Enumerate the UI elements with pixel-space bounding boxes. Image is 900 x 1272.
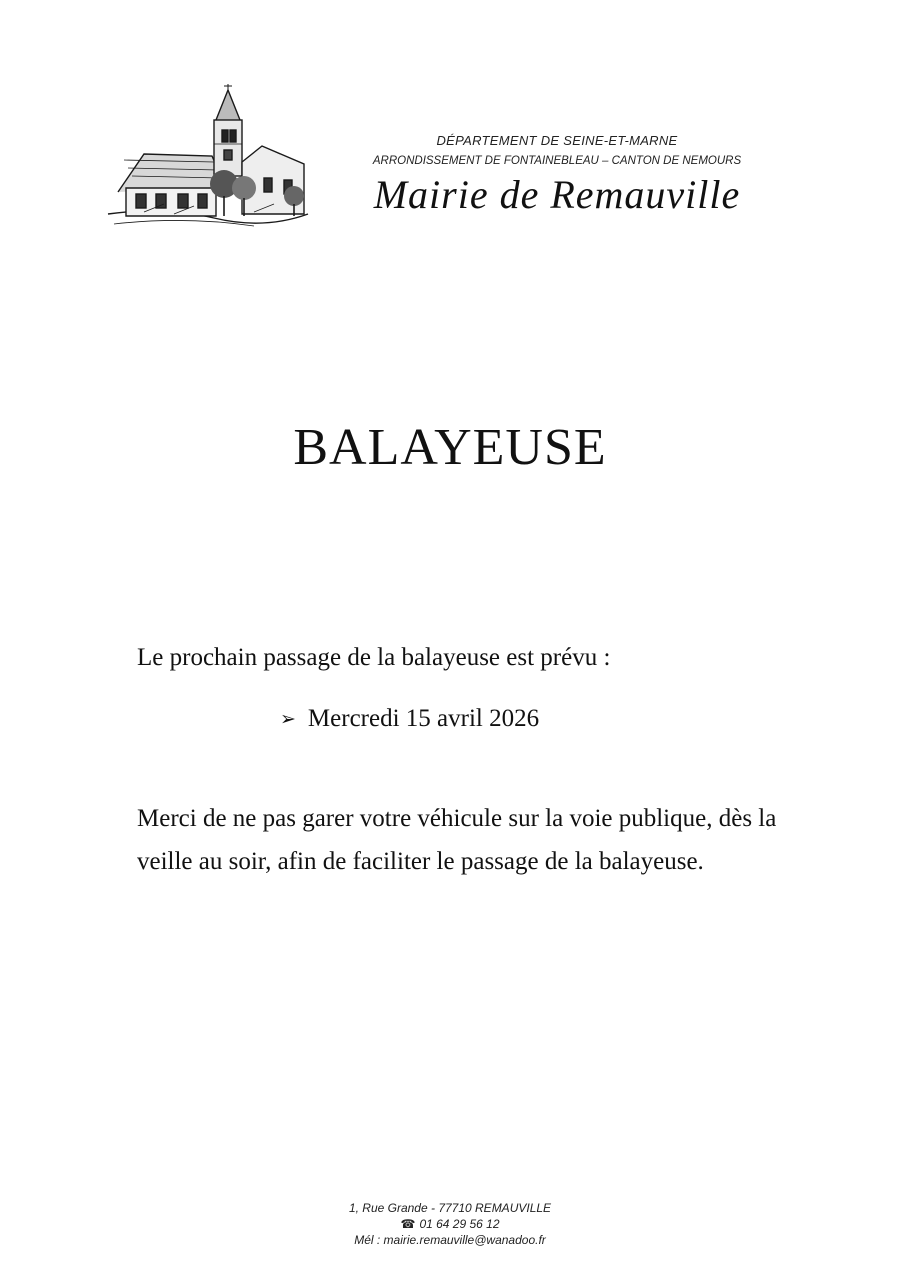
date-item [280,705,539,733]
notice-title: BALAYEUSE [293,419,607,476]
footer-contact [0,1200,900,1248]
letterhead [352,130,762,218]
mairie-name: Mairie de Remauville [373,172,741,217]
intro-text: Le prochain passage de la balayeuse est prévu : [137,644,611,671]
phone-line [0,1216,900,1232]
arrow-bullet-icon: ➢ [280,708,296,730]
email: Mél : mairie.remauville@wanadoo.fr [354,1233,546,1247]
sweeping-date: Mercredi 15 avril 2026 [307,705,540,732]
telephone-icon: ☎ [400,1217,416,1231]
parking-notice: Merci de ne pas garer votre véhicule sur la voie publique, dès la veille au soir, afin de faciliter le passage de la balayeuse. [137,805,777,875]
arrondissement-line: ARRONDISSEMENT DE FONTAINEBLEAU – CANTON DE NEMOURS [372,155,742,167]
village-church-logo [104,84,310,230]
department-line: DÉPARTEMENT DE SEINE-ET-MARNE [436,133,678,148]
phone-number: 01 64 29 56 12 [419,1217,500,1231]
address: 1, Rue Grande - 77710 REMAUVILLE [348,1201,552,1215]
